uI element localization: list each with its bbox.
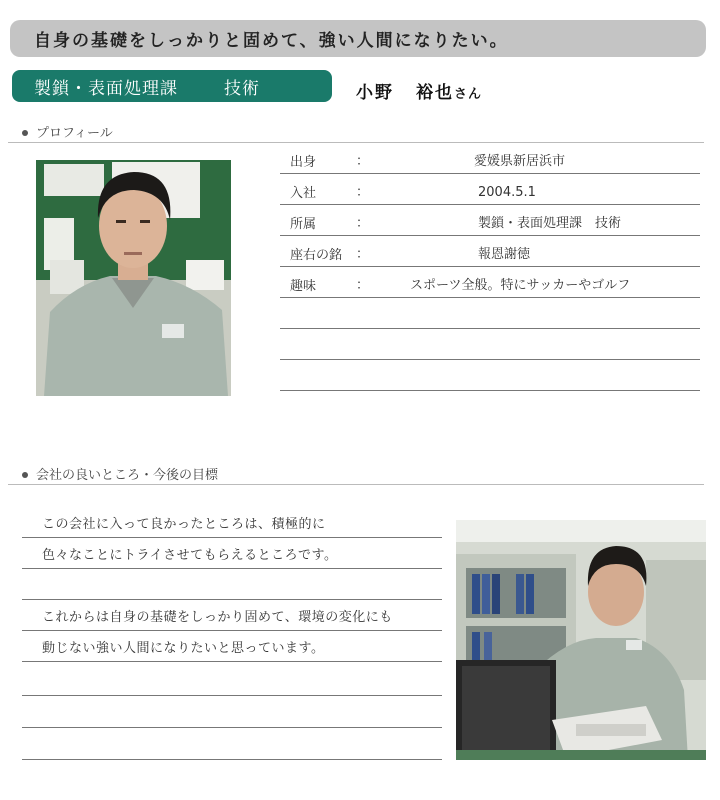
motto-text: 自身の基礎をしっかりと固めて、強い人間になりたい。 <box>34 31 509 51</box>
goal-line <box>22 696 442 728</box>
goal-text: これからは自身の基礎をしっかり固めて、環境の変化にも <box>42 610 393 625</box>
motto-banner <box>10 20 706 57</box>
department-label: 製鎖・表面処理課 <box>34 78 178 99</box>
goal-line <box>22 599 442 631</box>
goal-line <box>22 728 442 760</box>
profile-colon: ： <box>356 278 370 293</box>
profile-value: 愛媛県新居浜市 <box>474 154 566 169</box>
profile-row-birthplace <box>280 142 700 174</box>
profile-label: 座右の銘 <box>290 248 343 263</box>
profile-colon: ： <box>356 216 370 231</box>
profile-row-empty <box>280 328 700 360</box>
given-name: 裕也 <box>416 83 454 103</box>
profile-row-affiliation <box>280 204 700 236</box>
profile-row-motto <box>280 235 700 267</box>
bullet-icon <box>22 130 28 136</box>
department-tag <box>12 70 332 102</box>
family-name: 小野 <box>356 83 394 103</box>
profile-row-empty <box>280 359 700 391</box>
profile-colon: ： <box>356 185 370 200</box>
goal-line <box>22 664 442 696</box>
portrait-photo <box>36 160 231 396</box>
employee-name <box>356 78 482 103</box>
profile-label: 趣味 <box>290 279 317 294</box>
profile-value: 報恩謝徳 <box>478 247 531 262</box>
role-label: 技術 <box>224 78 260 99</box>
bullet-icon <box>22 472 28 478</box>
profile-label: 所属 <box>290 217 317 232</box>
profile-section-title: プロフィール <box>36 126 113 141</box>
goal-text: 動じない強い人間になりたいと思っています。 <box>42 641 325 656</box>
goal-line <box>22 630 442 662</box>
profile-value: 2004.5.1 <box>478 185 536 200</box>
profile-value: スポーツ全般。特にサッカーやゴルフ <box>410 278 631 293</box>
goal-line <box>22 506 442 538</box>
company-section-title: 会社の良いところ・今後の目標 <box>36 468 219 483</box>
company-section-header <box>8 464 704 485</box>
goal-line <box>22 568 442 600</box>
goal-text: 色々なことにトライさせてもらえるところです。 <box>42 548 338 563</box>
goal-text: この会社に入って良かったところは、積極的に <box>42 517 326 532</box>
profile-label: 入社 <box>290 186 317 201</box>
profile-colon: ： <box>356 154 370 169</box>
profile-row-joined <box>280 173 700 205</box>
work-illustration <box>456 520 706 760</box>
goal-line <box>22 537 442 569</box>
profile-colon: ： <box>356 247 370 262</box>
profile-row-empty <box>280 297 700 329</box>
honorific: さん <box>454 87 483 102</box>
portrait-illustration <box>36 160 231 396</box>
profile-row-hobby <box>280 266 700 298</box>
profile-value: 製鎖・表面処理課 技術 <box>478 216 622 231</box>
profile-label: 出身 <box>290 155 317 170</box>
work-photo <box>456 520 706 760</box>
profile-section-header <box>8 122 704 143</box>
